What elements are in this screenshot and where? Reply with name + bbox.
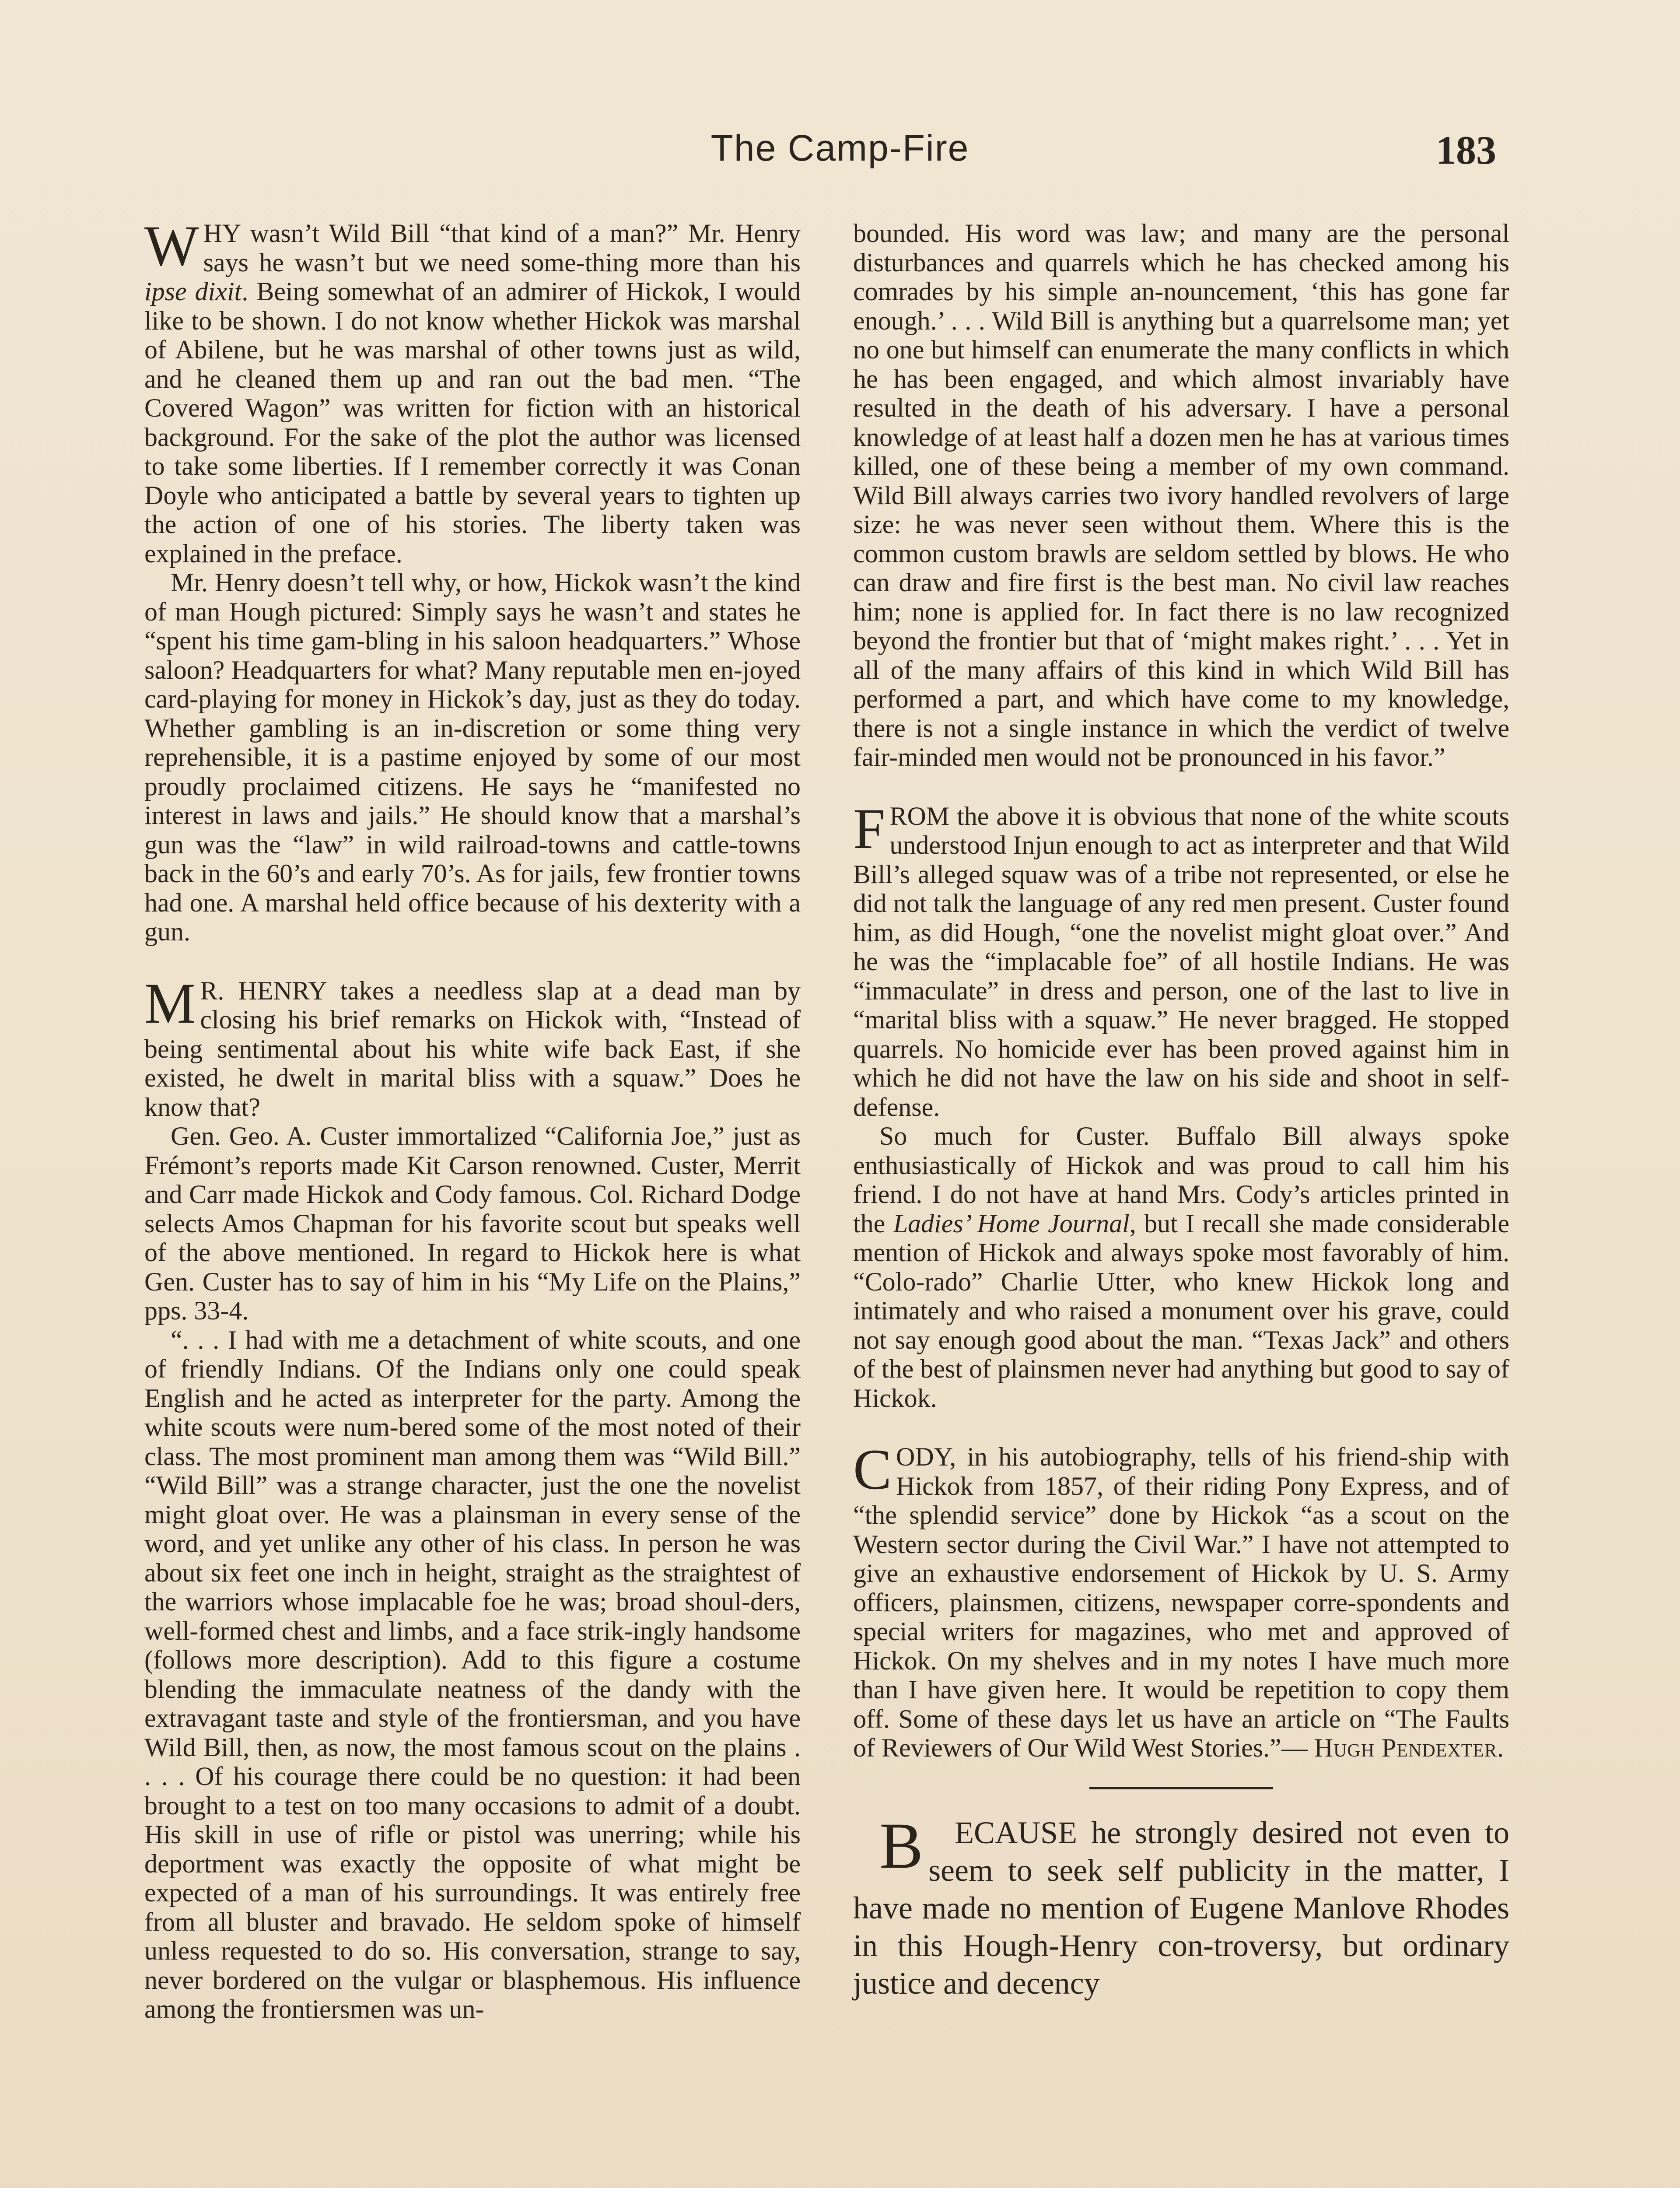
paragraph-text: ODY, in his autobiography, tells of his friend-ship with Hickok from 1857, of their riding Pony Express, and of “the splendid service” done by Hickok “as a scout on the Western sector during the Civil War.” I have not attempted to give an exhaustive endorsement of Hickok by U. S. Army officers, plainsmen, citizens, newspaper corre-spondents and special writers for magazines, who met and approved of Hickok. On my shelves and in my notes I have much more than I have given here. It would be repetition to copy them off. Some of these days let us have an article on “The Faults of Reviewers of Our Wild West Stories.”— [853, 1442, 1509, 1762]
italic-phrase: ipse dixit [144, 277, 242, 306]
author-signature: Hugh Pendexter. [1314, 1733, 1505, 1762]
paragraph [853, 796, 1509, 1122]
drop-cap: B [879, 1809, 924, 1882]
paragraph: Mr. Henry doesn’t tell why, or how, Hickok wasn’t the kind of man Hough pictured: Simply says he wasn’t and states he “spent his time gam-bling in his saloon headquarters.” Whose saloon? Headquarters for what? Many reputable men en-joyed card-playing for money in Hickok’s day, just as they do today. Whether gambling is an in-discretion or some thing very reprehensible, it is a pastime enjoyed by some of our most proudly proclaimed citizens. He says he “manifested no interest in laws and jails.” He should know that a marshal’s gun was the “law” in wild railroad-towns and cattle-towns back in the 60’s and early 70’s. As for jails, few frontier towns had one. A marshal held office because of his dexterity with a gun. [144, 568, 801, 946]
drop-cap: C [853, 1437, 892, 1501]
paragraph [853, 1437, 1509, 1763]
section-gap [144, 947, 801, 976]
paragraph-text: HY wasn’t Wild Bill “that kind of a man?” Mr. Henry says he wasn’t but we need some-thing more than his [203, 219, 801, 277]
section-divider [1089, 1787, 1273, 1789]
drop-cap: F [853, 796, 886, 861]
section-gap [853, 772, 1509, 802]
drop-cap: W [144, 214, 199, 278]
paragraph-text: , but I recall she made considerable mention of Hickok and always spoke most favorably of him. “Colo-rado” Charlie Utter, who knew Hickok long and intimately and who raised a monument over his grave, could not say enough good about the man. “Texas Jack” and others of the best of plainsmen never had anything but good to say of Hickok. [853, 1209, 1509, 1413]
paragraph-text: So much for Custer. Buffalo Bill always spoke enthusiastically of Hickok and was proud to call him his friend. I do not have at hand Mrs. Cody’s articles printed in the [853, 1122, 1509, 1238]
italic-phrase: Ladies’ Home Journal [893, 1209, 1130, 1238]
paragraph [853, 1122, 1509, 1413]
quoted-paragraph: “. . . I had with me a detachment of white scouts, and one of friendly Indians. Of the Indians only one could speak English and he acted as interpreter for the party. Among the white scouts were num-bered some of the most noted of their class. The most prominent man among them was “Wild Bill.” “Wild Bill” was a strange character, just the one the novelist might gloat over. He was a plainsman in every sense of the word, and yet unlike any other of his class. In person he was about six feet one inch in height, straight as the straightest of the warriors whose implacable foe he was; broad shoul-ders, well-formed chest and limbs, and a face strik-ingly handsome (follows more description). Add to this figure a costume blending the immaculate neatness of the dandy with the extravagant taste and style of the frontiersman, and you have Wild Bill, then, as now, the most famous scout on the plains . . . . Of his courage there could be no question: it had been brought to a test on too many occasions to admit of a doubt. His skill in use of rifle or pistol was unerring; while his deportment was exactly the opposite of what might be expected of a man of his surroundings. It was entirely free from all bluster and bravado. He seldom spoke of himself unless requested to do so. His conversation, strange to say, never bordered on the vulgar or blasphemous. His influence among the frontiersmen was un- [144, 1325, 801, 2023]
paragraph-text: ECAUSE he strongly desired not even to seem to seek self publicity in the matter, I have made no mention of Eugene Manlove Rhodes in this Hough-Henry con-troversy, but ordinary justice and decency [853, 1815, 1509, 2001]
page-header [131, 127, 1549, 184]
large-type-paragraph [853, 1809, 1509, 2002]
section-gap [853, 1413, 1509, 1442]
paragraph-text: . Being somewhat of an admirer of Hickok, I would like to be shown. I do not know whether Hickok was marshal of Abilene, but he was marshal of other towns just as wild, and he cleaned them up and ran out the bad men. “The Covered Wagon” was written for fiction with an historical background. For the sake of the plot the author was licensed to take some liberties. If I remember correctly it was Conan Doyle who anticipated a battle by several years to tighten up the action of one of his stories. The liberty taken was explained in the preface. [144, 277, 801, 568]
paragraph [144, 214, 801, 568]
paragraph: Gen. Geo. A. Custer immortalized “California Joe,” just as Frémont’s reports made Kit Carson renowned. Custer, Merrit and Carr made Hickok and Cody famous. Col. Richard Dodge selects Amos Chapman for his favorite scout but speaks well of the above mentioned. In regard to Hickok here is what Gen. Custer has to say of him in his “My Life on the Plains,” pps. 33-4. [144, 1122, 801, 1325]
paragraph-text: ROM the above it is obvious that none of the white scouts understood Injun enough to act as interpreter and that Wild Bill’s alleged squaw was of a tribe not represented, or else he did not talk the language of any red men present. Custer found him, as did Hough, “one the novelist might gloat over.” And he was the “implacable foe” of all hostile Indians. He was “immaculate” in dress and person, one of the last to live in “marital bliss with a squaw.” He never bragged. He stopped quarrels. No homicide ever has been proved against him in which he did not have the law on his side and shoot in self-defense. [853, 801, 1509, 1122]
left-column [144, 214, 801, 2024]
paragraph: bounded. His word was law; and many are the personal disturbances and quarrels which he has checked among his comrades by his simple an-nouncement, ‘this has gone far enough.’ . . . Wild Bill is anything but a quarrelsome man; yet no one but himself can enumerate the many conflicts in which he has been engaged, and which almost invariably have resulted in the death of his adversary. I have a personal knowledge of at least half a dozen men he has at various times killed, one of these being a member of my own command. Wild Bill always carries two ivory handled revolvers of large size: he was never seen without them. Where this is the common custom brawls are seldom settled by blows. He who can draw and fire first is the best man. No civil law reaches him; none is applied for. In fact there is no law recognized beyond the frontier but that of ‘might makes right.’ . . . Yet in all of the many affairs of this kind in which Wild Bill has performed a part, and which have come to my knowledge, there is not a single instance in which the verdict of twelve fair-minded men would not be pronounced in his favor.” [853, 219, 1509, 771]
paragraph [144, 971, 801, 1122]
paragraph-text: R. HENRY takes a needless slap at a dead man by closing his brief remarks on Hickok with, “Instead of being sentimental about his white wife back East, if she existed, he dwelt in marital bliss with a squaw.” Does he know that? [144, 976, 801, 1122]
page-number: 183 [1436, 128, 1496, 172]
drop-cap: M [144, 971, 196, 1035]
right-column [853, 219, 1509, 2002]
running-title: The Camp-Fire [710, 127, 970, 168]
